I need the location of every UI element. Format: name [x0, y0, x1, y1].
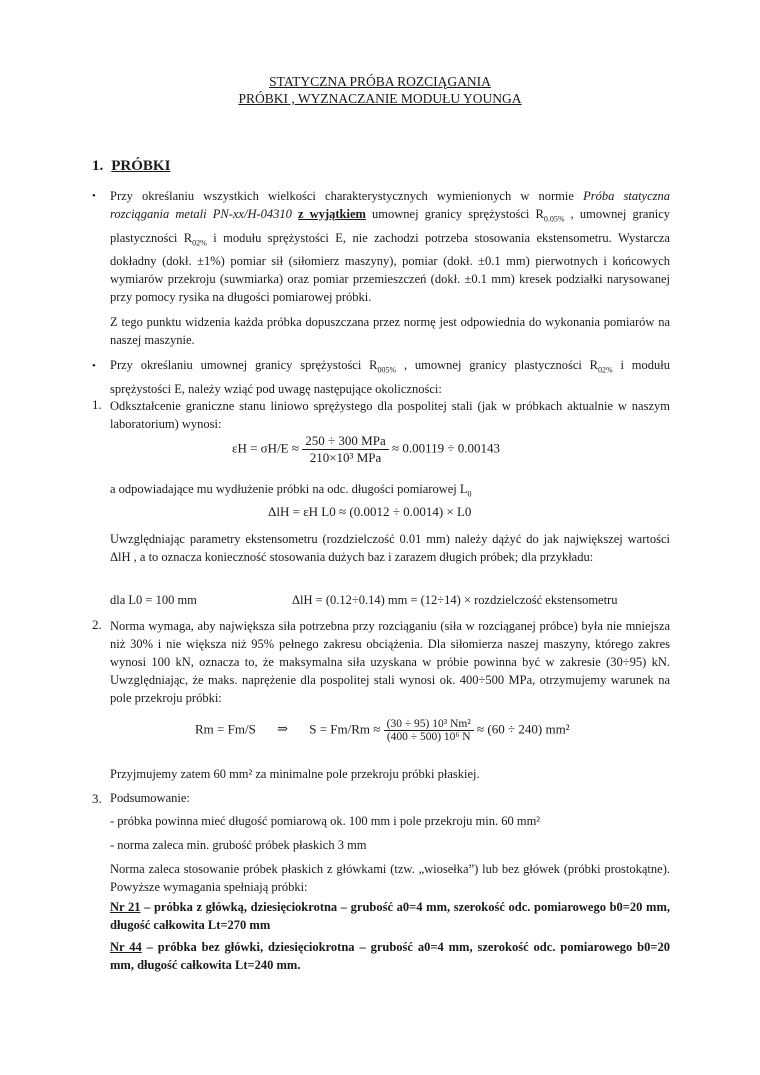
nr21-label: Nr 21 — [110, 900, 141, 914]
item1-text2-sub: 0 — [467, 489, 472, 499]
norm-title: Próba statyczna rozciągania metali PN-xx/H-04310 — [110, 189, 670, 221]
nr21-text: – próbka z główką, dziesięciokrotna – grubość a0=4 mm, szerokość odc. pomiarowego b0=20 mm, długość całkowita Lt=270 mm — [110, 900, 670, 932]
section-heading — [92, 158, 170, 175]
p1-sub-1: 0.05% — [543, 214, 565, 224]
p3-sub-2: 02% — [598, 365, 613, 375]
eq1-denominator: 210×10³ MPa — [309, 450, 382, 465]
item1-extensometer-text — [110, 530, 670, 566]
paragraph-requirements — [110, 187, 670, 306]
eq1-numerator: 250 ÷ 300 MPa — [302, 433, 388, 450]
section-number: 1. — [92, 158, 104, 174]
p3-text-c: i modułu sprężystości E, należy wziąć pod uwagę następujące okoliczności: — [110, 358, 670, 396]
nr44-label: Nr 44 — [110, 940, 142, 954]
specimen-nr44 — [110, 938, 670, 974]
p3-sub-1: 005% — [377, 365, 397, 375]
document-title-line-2: PRÓBKI , WYZNACZANIE MODUŁU YOUNGA — [238, 91, 522, 106]
p3-text-b: , umownej granicy plastyczności R — [396, 358, 599, 372]
list-number-2: 2. — [92, 617, 102, 632]
paragraph-considerations — [110, 356, 670, 398]
summary-line-1: - próbka powinna mieć długość pomiarową ok. 100 mm i pole przekroju min. 60 mm² — [110, 814, 541, 828]
p1-text-d: i modułu sprężystości E, nie zachodzi potrzeba stosowania ekstensometru. Wystarcza dokładny (dokł. ±1%) pomiar sił (siłomierz maszyny), pomiar (dokł. ±0.1 mm) pierwotnych i końcowych wymiarów przekroju (suwmiarka) oraz pomiar przemieszczeń (dokł. ±0.1 mm) kresek podziałki narysowanej przy pomocy rysika na długości pomiarowej próbki. — [110, 230, 670, 304]
eq2-middle: S = Fm/Rm ≈ — [309, 721, 381, 737]
eq1-lhs: εH = σH/E ≈ — [232, 440, 300, 456]
bullet-icon: • — [92, 190, 96, 202]
nr44-text: – próbka bez główki, dziesięciokrotna – grubość a0=4 mm, szerokość odc. pomiarowego b0=20 mm, długość całkowita Lt=240 mm. — [110, 940, 670, 972]
p2-text: Z tego punktu widzenia każda próbka dopuszczana przez normę jest odpowiednia do wykonania pomiarów na naszej maszynie. — [110, 315, 670, 347]
item2-conclusion: Przyjmujemy zatem 60 mm² za minimalne pole przekroju próbki płaskiej. — [110, 767, 480, 781]
bullet-icon: • — [92, 360, 96, 372]
item1-paragraph: Odkształcenie graniczne stanu liniowo sprężystego dla pospolitej stali (jak w próbkach aktualnie w naszym laboratorium) wynosi: — [110, 399, 670, 431]
eq1-rhs: ≈ 0.00119 ÷ 0.00143 — [391, 440, 501, 456]
p3-text-a: Przy określaniu umownej granicy sprężystości R — [110, 358, 378, 372]
summary-paragraph — [110, 860, 670, 896]
eq2-fraction — [384, 718, 474, 743]
item2-text — [110, 617, 670, 707]
eq2-rhs: ≈ (60 ÷ 240) mm² — [477, 721, 570, 737]
p1-text-c: , umownej granicy plastyczności R — [110, 207, 670, 245]
list-number-3: 3. — [92, 791, 102, 806]
example-right: ΔlH = (0.12÷0.14) mm = (12÷14) × rozdzielczość ekstensometru — [292, 593, 618, 607]
eq2-numerator: (30 ÷ 95) 10³ Nm² — [384, 718, 474, 731]
item1-text — [110, 397, 670, 433]
equation-strain — [232, 433, 500, 466]
item1-text2: a odpowiadające mu wydłużenie próbki na odc. długości pomiarowej L — [110, 482, 468, 496]
document-title-line-1: STATYCZNA PRÓBA ROZCIĄGANIA — [269, 74, 491, 89]
equation-elongation: ΔlH = εH L0 ≈ (0.0012 ÷ 0.0014) × L0 — [268, 504, 472, 519]
implies-arrow: ⇒ — [277, 721, 288, 737]
eq2-denominator: (400 ÷ 500) 10⁶ N — [386, 731, 471, 743]
item1-text3: Uwzględniając parametry ekstensometru (rozdzielczość 0.01 mm) należy dążyć do jak największej wartości ΔlH , a to oznacza konieczność stosowania dużych baz i zarazem długich próbek; dla przykładu: — [110, 532, 670, 564]
list-number-1: 1. — [92, 397, 102, 412]
summary-intro: Podsumowanie: — [110, 791, 190, 805]
eq2-lhs: Rm = Fm/S — [195, 721, 256, 737]
paragraph-suitability — [110, 313, 670, 349]
p1-text-a: Przy określaniu wszystkich wielkości charakterystycznych wymienionych w normie — [110, 189, 584, 203]
example-left: dla L0 = 100 mm — [110, 593, 197, 607]
summary-line-2: - norma zaleca min. grubość próbek płaskich 3 mm — [110, 838, 367, 852]
p1-sub-2: 02% — [192, 238, 207, 247]
equation-area — [195, 718, 570, 743]
specimen-nr21 — [110, 898, 670, 934]
eq1-fraction — [302, 433, 388, 466]
item2-paragraph: Norma wymaga, aby największa siła potrzebna przy rozciąganiu (siła w rozciąganej próbce) była nie mniejsza niż 30% i nie większa niż 95% pełnego zakresu obciążenia. Dla siłomierza naszej maszyny, którego zakres wynosi 100 kN, oznacza to, że maksymalna siła uzyskana w próbie powinna być w zakresie (30÷95) kN. Uwzględniając, że maks. naprężenie dla pospolitej stali wynosi ok. 400÷500 MPa, otrzymujemy warunek na pole przekroju próbki: — [110, 619, 670, 705]
item1-elongation-text — [110, 482, 472, 499]
item3-text: Norma zaleca stosowanie próbek płaskich z główkami (tzw. „wiosełka”) lub bez główek (próbki prostokątne). Powyższe wymagania spełniają próbki: — [110, 862, 670, 894]
p1-text-b: umownej granicy sprężystości R — [365, 207, 544, 221]
section-title: PRÓBKI — [111, 158, 171, 174]
emphasis-text: z wyjątkiem — [298, 207, 366, 221]
